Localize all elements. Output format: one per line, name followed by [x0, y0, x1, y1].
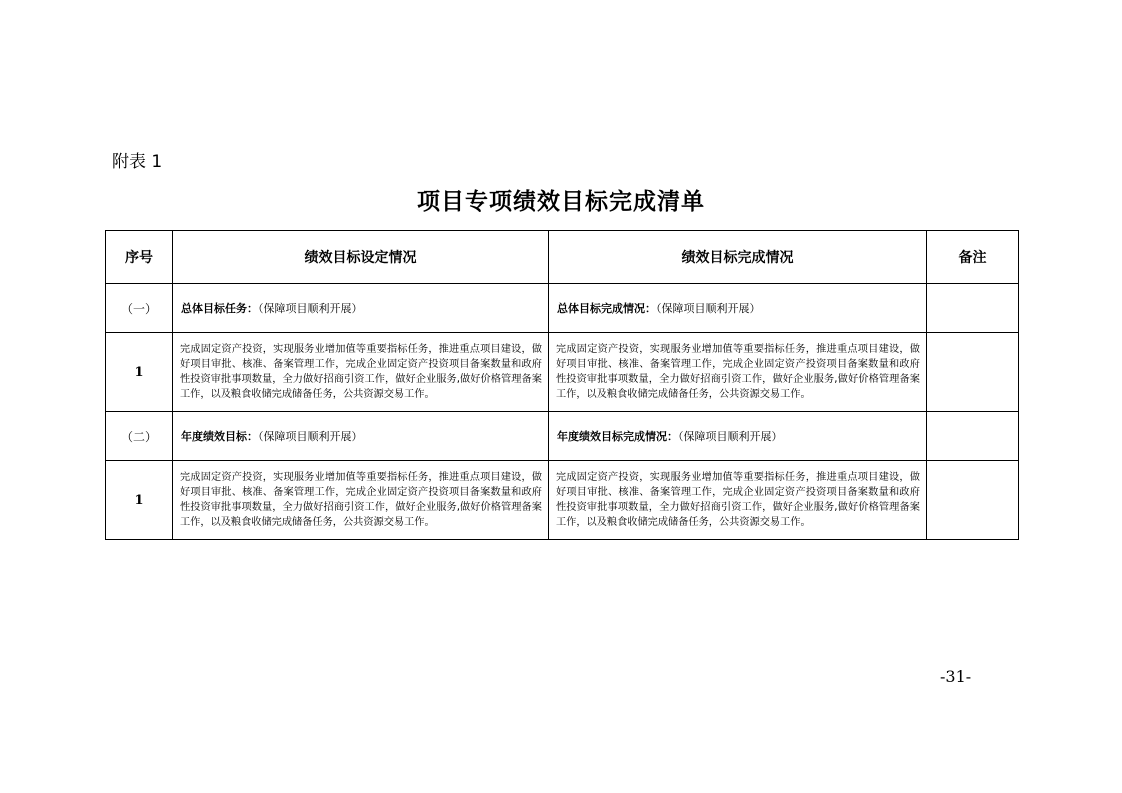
section-setting-cell: [173, 412, 549, 461]
section-row: [106, 412, 1019, 461]
section-row: [106, 284, 1019, 333]
section-setting-cell: [173, 284, 549, 333]
section-completion-cell: [549, 412, 927, 461]
section-completion-label: 总体目标完成情况：: [557, 302, 656, 315]
section-setting-note: （保障项目顺利开展）: [258, 302, 363, 315]
header-target-setting: 绩效目标设定情况: [173, 231, 549, 284]
row-completion-cell: [549, 461, 927, 540]
header-seq: 序号: [106, 231, 173, 284]
table-row: [106, 461, 1019, 540]
row-completion-cell: [549, 333, 927, 412]
section-remark: [927, 412, 1019, 461]
row-remark: [927, 461, 1019, 540]
section-completion-cell: [549, 284, 927, 333]
header-target-completion: 绩效目标完成情况: [549, 231, 927, 284]
row-completion-text: 完成固定资产投资，实现服务业增加值等重要指标任务，推进重点项目建设，做好项目审批、核准、备案管理工作，完成企业固定资产投资项目备案数量和政府性投资审批事项数量，全力做好招商引资工作，做好企业服务,做好价格管理备案工作，以及粮食收储完成储备任务，公共资源交易工作。: [556, 344, 920, 400]
performance-table: [105, 230, 1019, 540]
row-setting-text: 完成固定资产投资，实现服务业增加值等重要指标任务，推进重点项目建设，做好项目审批、核准、备案管理工作，完成企业固定资产投资项目备案数量和政府性投资审批事项数量，全力做好招商引资工作，做好企业服务,做好价格管理备案工作，以及粮食收储完成储备任务，公共资源交易工作。: [180, 344, 542, 400]
row-setting-cell: [173, 461, 549, 540]
row-number: 1: [106, 461, 173, 540]
header-remarks: 备注: [927, 231, 1019, 284]
row-remark: [927, 333, 1019, 412]
section-number: （二）: [106, 412, 173, 461]
section-completion-label: 年度绩效目标完成情况：: [557, 430, 678, 443]
row-number: 1: [106, 333, 173, 412]
annex-label: 附表 1: [112, 152, 163, 172]
table-row: [106, 333, 1019, 412]
table-header-row: [106, 231, 1019, 284]
section-setting-label: 年度绩效目标：: [181, 430, 258, 443]
page-number: -31-: [940, 667, 972, 686]
section-completion-note: （保障项目顺利开展）: [678, 430, 783, 443]
row-setting-cell: [173, 333, 549, 412]
page-title: 项目专项绩效目标完成清单: [417, 189, 705, 215]
section-completion-note: （保障项目顺利开展）: [656, 302, 761, 315]
row-completion-text: 完成固定资产投资，实现服务业增加值等重要指标任务，推进重点项目建设，做好项目审批、核准、备案管理工作，完成企业固定资产投资项目备案数量和政府性投资审批事项数量，全力做好招商引资工作，做好企业服务,做好价格管理备案工作，以及粮食收储完成储备任务，公共资源交易工作。: [556, 472, 920, 528]
row-setting-text: 完成固定资产投资，实现服务业增加值等重要指标任务，推进重点项目建设，做好项目审批、核准、备案管理工作，完成企业固定资产投资项目备案数量和政府性投资审批事项数量，全力做好招商引资工作，做好企业服务,做好价格管理备案工作，以及粮食收储完成储备任务，公共资源交易工作。: [180, 472, 542, 528]
section-remark: [927, 284, 1019, 333]
section-setting-note: （保障项目顺利开展）: [258, 430, 363, 443]
section-setting-label: 总体目标任务：: [181, 302, 258, 315]
section-number: （一）: [106, 284, 173, 333]
